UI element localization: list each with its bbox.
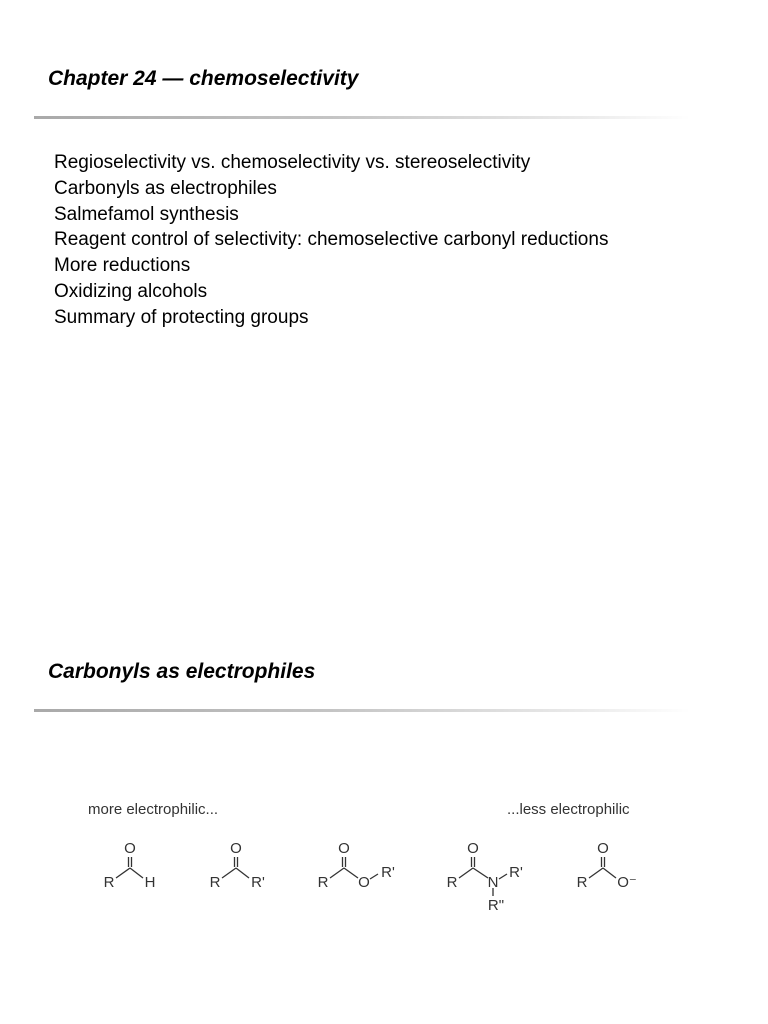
oxygen-label: O (230, 840, 242, 857)
topic-item: Oxidizing alcohols (54, 280, 208, 302)
r-group-label: R (317, 874, 329, 891)
topic-item: Reagent control of selectivity: chemoselective carbonyl reductions (54, 229, 609, 251)
nitrogen-label: N (487, 874, 499, 891)
topic-item: Salmefamol synthesis (54, 203, 239, 225)
r-group-label: R (209, 874, 221, 891)
substituent-label: H (144, 874, 156, 891)
ester-oxygen-label: O (358, 874, 370, 891)
title-divider (34, 116, 690, 119)
substituent-label: R' (251, 874, 265, 891)
ester-structure (318, 840, 395, 891)
oxygen-label: O (124, 840, 136, 857)
slide-title: Carbonyls as electrophiles (48, 660, 316, 683)
amide-structure (447, 840, 523, 914)
topic-list (54, 150, 608, 331)
oxide-label: O⁻ (617, 874, 637, 891)
topic-item: Summary of protecting groups (54, 306, 309, 328)
substituent-label: R' (509, 864, 523, 881)
substituent-label: R' (381, 864, 395, 881)
oxygen-label: O (467, 840, 479, 857)
carbonyl-structures (0, 830, 768, 930)
caption-less-electrophilic: ...less electrophilic (507, 801, 630, 818)
topic-item: More reductions (54, 255, 191, 277)
carboxylate-structure (577, 840, 637, 891)
second-substituent-label: R" (487, 897, 505, 914)
ketone-structure (210, 840, 265, 891)
r-group-label: R (103, 874, 115, 891)
oxygen-label: O (597, 840, 609, 857)
topic-item: Carbonyls as electrophiles (54, 177, 277, 199)
r-group-label: R (446, 874, 458, 891)
slide-carbonyls-electrophiles (0, 595, 768, 1024)
title-divider (34, 709, 690, 712)
oxygen-label: O (338, 840, 350, 857)
slide-title: Chapter 24 — chemoselectivity (48, 67, 359, 90)
aldehyde-structure (104, 840, 156, 891)
r-group-label: R (576, 874, 588, 891)
caption-more-electrophilic: more electrophilic... (88, 801, 219, 818)
topic-item: Regioselectivity vs. chemoselectivity vs. stereoselectivity (54, 152, 531, 173)
